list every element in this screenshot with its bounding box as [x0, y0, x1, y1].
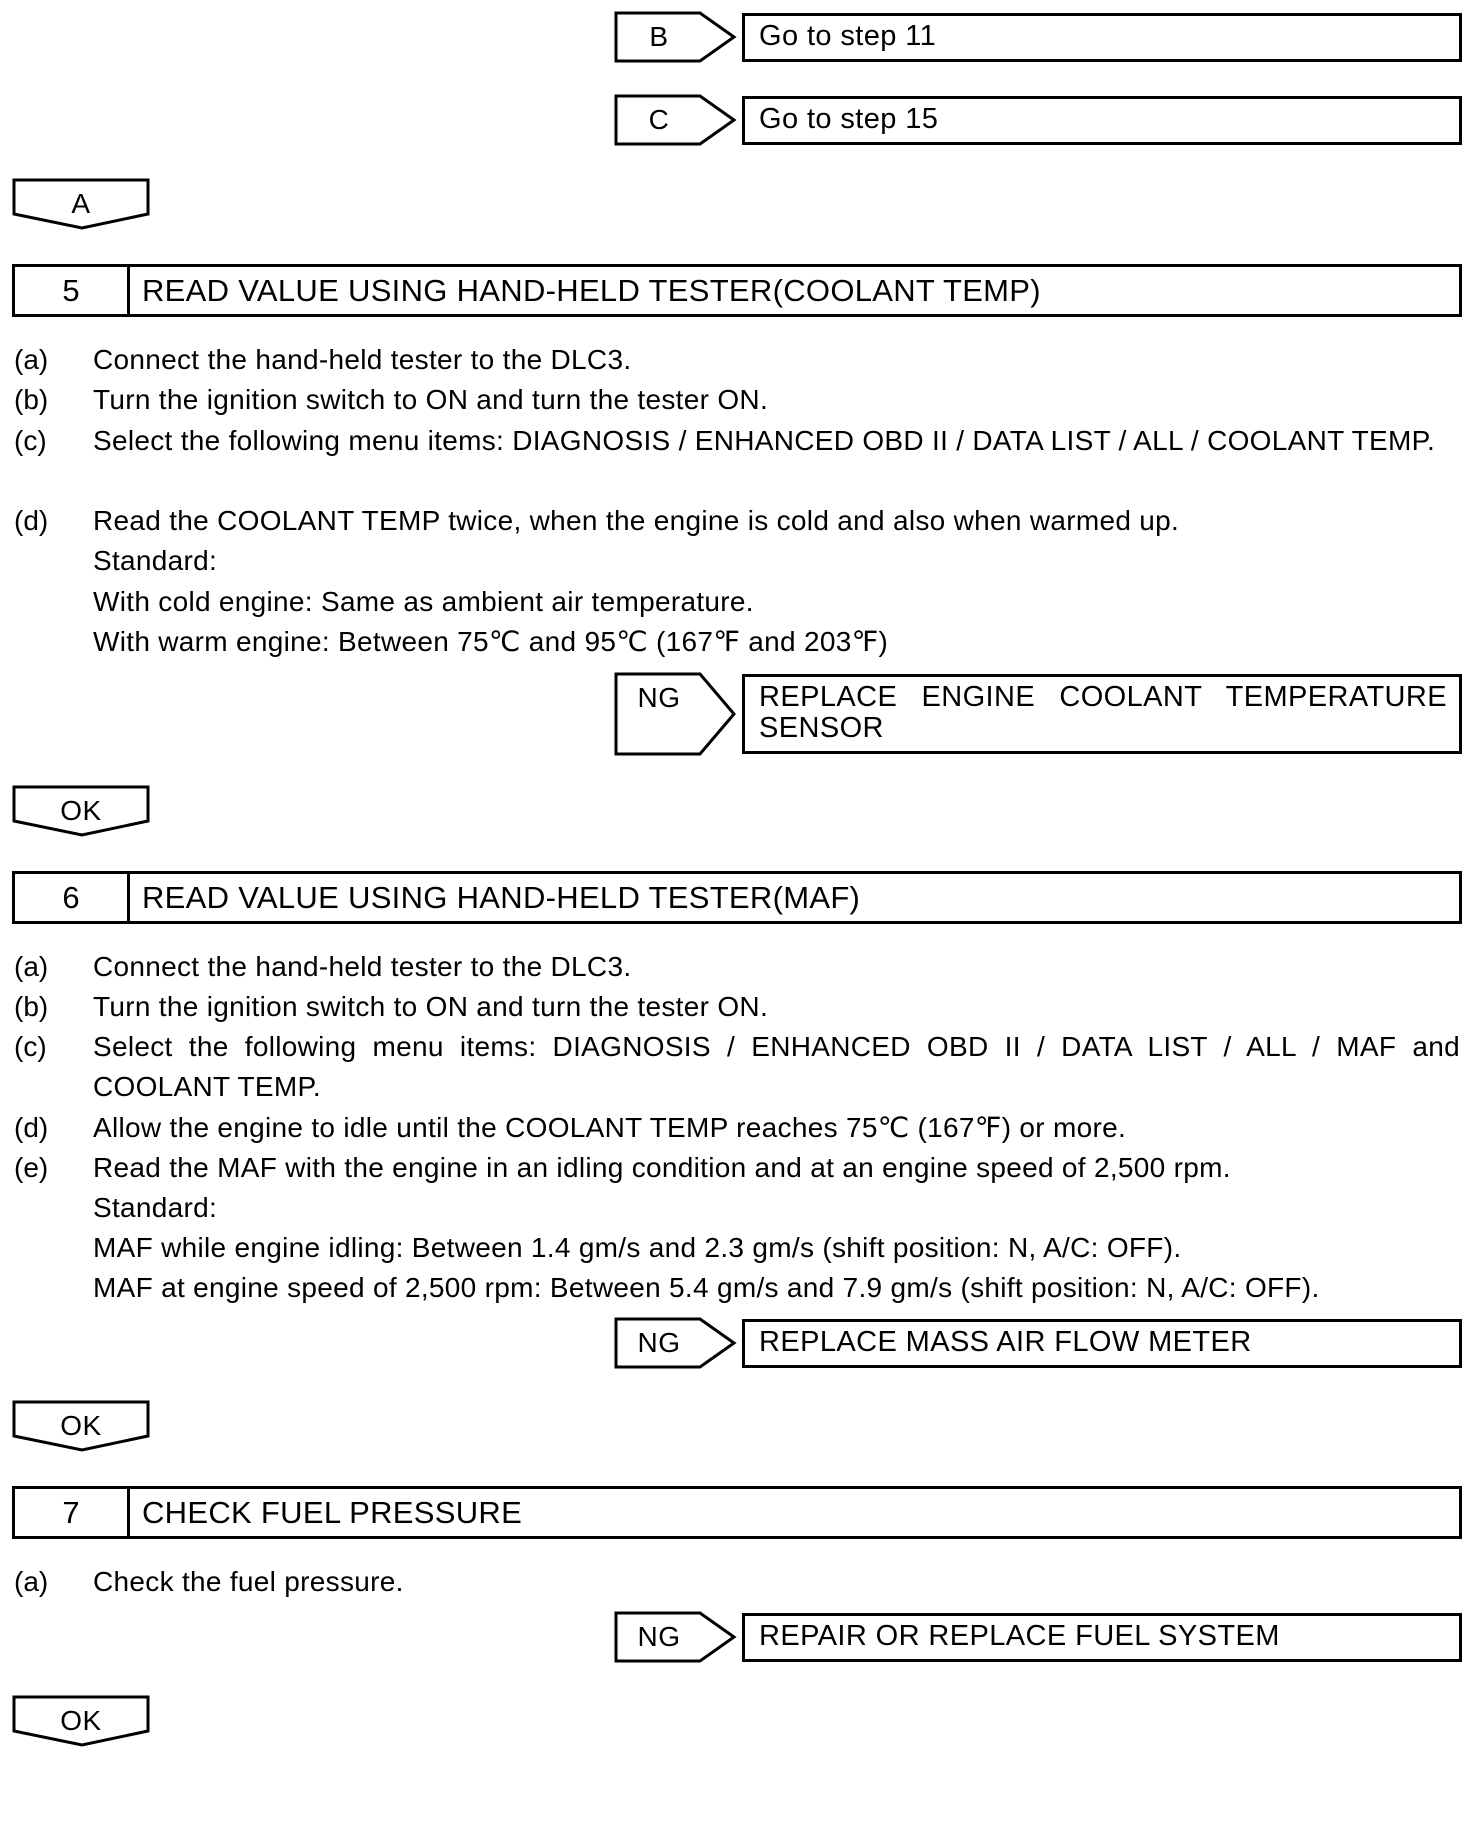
step-5-item-letter: (d): [14, 505, 49, 536]
step-5-ok-label: OK: [60, 795, 102, 826]
step-5-standard-line: With cold engine: Same as ambient air temperature.: [93, 586, 754, 617]
step-7-ng-label: NG: [637, 1621, 681, 1652]
step-7-number: 7: [15, 1489, 130, 1536]
step-5-header: [12, 264, 1462, 317]
step-5-item-letter: (c): [14, 425, 47, 456]
step-6-item-text: Connect the hand-held tester to the DLC3.: [93, 951, 632, 982]
branch-b-result: Go to step 11: [742, 13, 1462, 62]
step-6-item-letter: (d): [14, 1112, 49, 1143]
step-7-ng-result: REPAIR OR REPLACE FUEL SYSTEM: [742, 1613, 1462, 1662]
step-5-ng-label: NG: [637, 682, 681, 713]
branch-label-c: C: [648, 104, 670, 135]
step-7-item-text: Check the fuel pressure.: [93, 1566, 404, 1597]
step-5-item-text: Connect the hand-held tester to the DLC3.: [93, 344, 632, 375]
step-7-header: [12, 1486, 1462, 1539]
step-5-item-text: Turn the ignition switch to ON and turn the tester ON.: [93, 384, 769, 415]
step-6-standard-line: MAF while engine idling: Between 1.4 gm/s and 2.3 gm/s (shift position: N, A/C: OFF).: [93, 1232, 1182, 1263]
step-6-item-text: Select the following menu items: DIAGNOSIS / ENHANCED OBD II / DATA LIST / ALL / MAF and COOLANT TEMP.: [93, 1031, 1460, 1102]
step-5-standard-label: Standard:: [93, 545, 218, 576]
step-6-item-text: Allow the engine to idle until the COOLANT TEMP reaches 75℃ (167℉) or more.: [93, 1112, 1127, 1143]
branch-label-a: A: [71, 188, 91, 219]
step-7-item-letter: (a): [14, 1566, 49, 1597]
step-6-standard-label: Standard:: [93, 1192, 218, 1223]
step-5-number: 5: [15, 267, 130, 314]
step-6-title: READ VALUE USING HAND-HELD TESTER(MAF): [142, 880, 861, 915]
step-6-item-text: Turn the ignition switch to ON and turn the tester ON.: [93, 991, 769, 1022]
step-5-title: READ VALUE USING HAND-HELD TESTER(COOLANT TEMP): [142, 273, 1041, 308]
step-6-item-letter: (c): [14, 1031, 47, 1062]
step-6-standard-line: MAF at engine speed of 2,500 rpm: Between 5.4 gm/s and 7.9 gm/s (shift position: N, A/C: OFF).: [93, 1272, 1320, 1303]
step-6-item-letter: (e): [14, 1152, 49, 1183]
step-7-ok-label: OK: [60, 1705, 102, 1736]
step-5-ng-result: REPLACE ENGINE COOLANT TEMPERATURE SENSOR: [742, 674, 1462, 754]
step-6-header: [12, 871, 1462, 924]
step-6-item-text: Read the MAF with the engine in an idling condition and at an engine speed of 2,500 rpm.: [93, 1152, 1231, 1183]
branch-c-result: Go to step 15: [742, 96, 1462, 145]
step-5-item-text: Select the following menu items: DIAGNOSIS / ENHANCED OBD II / DATA LIST / ALL / COOLANT TEMP.: [93, 425, 1436, 456]
step-6-ng-label: NG: [637, 1327, 681, 1358]
step-5-item-letter: (b): [14, 384, 49, 415]
step-6-ok-label: OK: [60, 1410, 102, 1441]
step-5-item-text: Read the COOLANT TEMP twice, when the engine is cold and also when warmed up.: [93, 505, 1180, 536]
step-7-title: CHECK FUEL PRESSURE: [142, 1495, 523, 1530]
step-6-item-letter: (b): [14, 991, 49, 1022]
step-5-item-letter: (a): [14, 344, 49, 375]
branch-label-b: B: [649, 21, 669, 52]
step-6-item-letter: (a): [14, 951, 49, 982]
step-6-ng-result: REPLACE MASS AIR FLOW METER: [742, 1319, 1462, 1368]
step-6-number: 6: [15, 874, 130, 921]
step-5-standard-line: With warm engine: Between 75℃ and 95℃ (167℉ and 203℉): [93, 626, 889, 657]
